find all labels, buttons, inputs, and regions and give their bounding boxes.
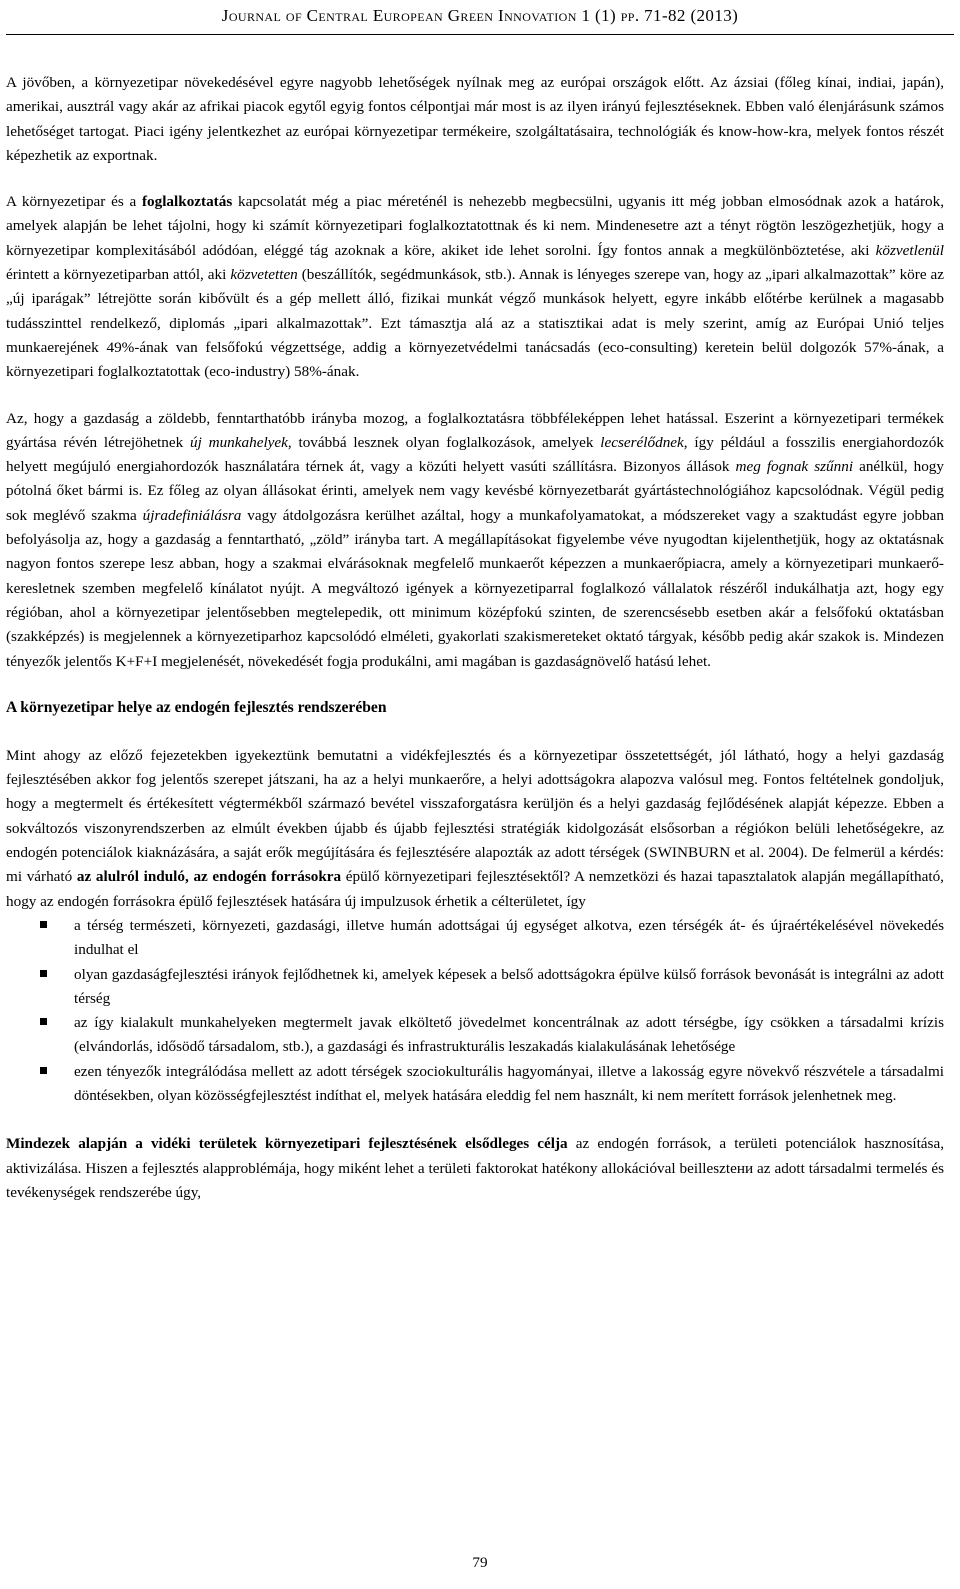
header-text: 1 (1) [581, 6, 621, 25]
square-bullet-icon [40, 970, 47, 977]
header-text: . 71-82 (2013) [634, 6, 739, 25]
bold-text: az alulról induló, az endogén forrásokra [76, 868, 342, 886]
text-run: Mint ahogy az előző fejezetekben igyekeztünk bemutatni a vidékfejlesztés és a környezetipar összetettségét, jól látható, hogy a helyi gazdaság fejlesztésében akkor fog jelentős szerepet játszani, ha az a helyi munkaerőre, a helyi adottságokra alapozva valósul meg. Fontos feltételnek gondoljuk, hogy a megtermelt és értékesített végtermékből származó bevétel visszaforgatásra kerüljön és a helyi gazdaság fejlődésének alapját képezze. Ebben a sokváltozós viszonyrendszerben az elmúlt években újabb és újabb fejlesztési stratégiák kidolgozását elsősorban a régiókon belüli lehetőségekre, az endogén potenciálok kiaknázására, a saját erők megújítására és fejlesztésére alapozták az adott térségek (SWINBURN et al. 2004). De felmerül a kérdés: mi várható [6, 746, 944, 886]
square-bullet-icon [40, 1018, 47, 1025]
body-paragraph [6, 190, 944, 384]
text-run: érintett a környezetiparban attól, aki [6, 266, 231, 284]
bullet-item [6, 963, 944, 1012]
section-heading: A környezetipar helye az endogén fejlesztés rendszerében [6, 698, 387, 716]
bold-text: Mindezek alapján a vidéki területek környezetipari fejlesztésének elsődleges célja [6, 1135, 568, 1153]
running-header [0, 5, 960, 27]
text-run: anélkül, hogy pótolná őket bármi is. Ez főleg az olyan állásokat érinti, amelyek nem vagy kevésbé környezetbarát gyártástechnológiához kapcsolódnak. Végül pedig sok meglévő szakma [6, 458, 944, 524]
bullet-text: olyan gazdaságfejlesztési irányok fejlődhetnek ki, amelyek képesek a belső adottságokra épülve külső források bevonását is integrálni az adott térség [74, 965, 944, 1007]
italic-text: közvetlenül [875, 241, 944, 259]
bullet-item [6, 914, 944, 963]
italic-text: közvetetten [230, 266, 298, 284]
header-text: J [221, 6, 229, 25]
text-run: A jövőben, a környezetipar növekedésével egyre nagyobb lehetőségek nyílnak meg az európai országok előtt. Az ázsiai (főleg kínai, indiai, japán), amerikai, ausztrál vagy akár az afrikai piacok egytől egyig fontos célpontjai már most is az ilyen irányú fejlesztéseknek. Ebben való élenjárásunk számos lehetőséget tartogat. Piaci igény jelentkezhet az európai környezetipar termékeire, szolgáltatásaira, technológiák és know-how-kra, melyek fontos részét képezhetik az exportnak. [6, 74, 944, 164]
header-text: G [447, 6, 461, 25]
text-run: , továbbá lesznek olyan foglalkozások, amelyek [287, 433, 601, 451]
bullet-text: az így kialakult munkahelyeken megtermelt javak elköltető jövedelmet koncentrálnak az adott térségbe, így csökken a társadalmi krízis (elvándorlás, idősödő társadalom, stb.), a gazdasági és infrastrukturális leszakadás kialakulásának lehetősége [74, 1014, 944, 1056]
header-text: pp [620, 6, 635, 25]
header-text: E [372, 6, 384, 25]
page-number: 79 [472, 1554, 488, 1571]
text-run: kapcsolatát még a piac méreténél is nehezebb megbecsülni, ugyanis itt még jobban elmosódnak azok a határok, amelyek alapján be lehet tájolni, hogy ki számít környezetipari foglalkoztatottnak és ki nem. Mindenesetre azt a tényt rögtön leszögezhetjük, hogy a környezetipar komplexitásából adódóan, eléggé tág azoknak a köre, akiket ide lehet sorolni. Így fontos annak a megkülönböztetése, aki [6, 193, 944, 259]
bullet-item [6, 1011, 944, 1060]
text-run: (beszállítók, segédmunkások, stb.). Annak is lényeges szerepe van, hogy az „ipari alkalmazottak” köre az „új iparágak” létrejötte során kibővült és a gép mellett álló, fizikai munkát végző munkások helyett, egyre inkább előtérbe kerülnek a magasabb tudásszinttel rendelkező, diplomás „ipari alkalmazottak”. Ezt támasztja alá az a statisztikai adat is mely szerint, amíg az Európai Unió teljes munkaerejének 49%-ának van felsőfokú végzettsége, addig a környezetvédelmi tanácsadás (eco-consulting) keretein belül dolgozók 57%-ának, a környezetipari foglalkoztatottak (eco-industry) 58%-ának. [6, 266, 944, 381]
header-text: ournal of [228, 6, 307, 25]
header-text: nnovation [504, 6, 582, 25]
bullet-text: a térség természeti, környezeti, gazdasági, illetve humán adottságai új egységet alkotva, ezen térségék át- és újraértékelésével növekedés indulhat el [74, 916, 944, 959]
text-run: A környezetipar és a [6, 193, 142, 211]
final-paragraph [6, 1132, 944, 1205]
text-run: , így például a fosszilis energiahordozók helyett megújuló energiahordozók használatára térnek át, vagy a közúti helyett vasúti szállításra. Bizonyos állások [6, 433, 944, 476]
text-run: épülő környezetipari fejlesztésektől? A nemzetközi és hazai tapasztalatok alapján megállapítható, hogy az endogén forrásokra épülő fejlesztések hatására új impulzusok érhetik a célterületet, így [6, 868, 944, 910]
body-paragraph [6, 71, 944, 168]
italic-text: újradefiniálásra [142, 506, 242, 524]
header-rule [6, 34, 954, 35]
bullet-item [6, 1060, 944, 1109]
bold-text: foglalkoztatás [141, 193, 233, 211]
text-run: vagy átdolgozásra kerülhet azáltal, hogy a munkafolyamatokat, a módszereket vagy a szaktudást egyre jobban befolyásolja az, hogy a gazdaság a fenntartható, „zöld” irányba tart. A megállapításokat figyelembe véve nyugodtan kijelenthetjük, hogy az oktatásnak nagyon fontos szerepe lesz abban, hogy a szakmai elvárásoknak megfelelő munkaerőt képezzen a munkaerőpiacra, amely a környezetipari munkaerő-keresletnek szemben megfelelő kínálatot nyújt. A megváltozó igények a környezetiparral foglalkozó vállalatok részéről indukálhatja azt, hogy egy régióban, ahol a környezetipar jelentősebben megtelepedik, ott minimum középfokú szinten, de szerencsésebb esetben akár a felsőfokú oktatásban (szakképzés) is megjelennek a környezetiparhoz kapcsolódó elméleti, gyakorlati szakismereteket oktató tárgyak, később pedig akár szakok is. Mindezen tényezők jelentős K+F+I megjelenését, növekedését fogja produkálni, ami magában is gazdaságnövelő hatású lehet. [6, 506, 944, 670]
article-body [6, 71, 944, 1205]
header-text: entral [318, 6, 373, 25]
italic-text: új munkahelyek [190, 433, 288, 451]
header-text: I [498, 6, 505, 25]
header-text: C [306, 6, 319, 25]
text-run: az endogén források, a területi potenciálok hasznosítása, aktivizálása. Hiszen a fejlesztés alapproblémája, hogy miként lehet a területi faktorokat hatékony allokációval beillesztени az adott társadalmi termelés és tevékenységek rendszerébe úgy, [6, 1135, 944, 1201]
header-text: reen [460, 6, 499, 25]
italic-text: meg fognak szűnni [735, 458, 854, 476]
text-run: Az, hogy a gazdaság a zöldebb, fenntarthatóbb irányba mozog, a foglalkoztatásra többféleképpen lehet hatással. Eszerint a környezetipari termékek gyártása révén létrejöhetnek [6, 409, 944, 451]
italic-text: lecserélődnek [600, 433, 684, 451]
section-paragraph [6, 744, 944, 914]
square-bullet-icon [40, 1067, 47, 1074]
square-bullet-icon [40, 921, 47, 928]
paragraph-group [6, 71, 944, 674]
body-paragraph [6, 407, 944, 674]
bullet-list [6, 914, 944, 1108]
header-text: uropean [383, 6, 448, 25]
bullet-text: ezen tényezők integrálódása mellett az adott térségek szociokulturális hagyományai, illetve a lakosság egyre növekvő részvétele a társadalmi döntésekben, olyan közösségfejlesztést indíthat el, melyek hatására eleddig fel nem használt, ki nem merített források jelenhetnek meg. [74, 1062, 944, 1104]
